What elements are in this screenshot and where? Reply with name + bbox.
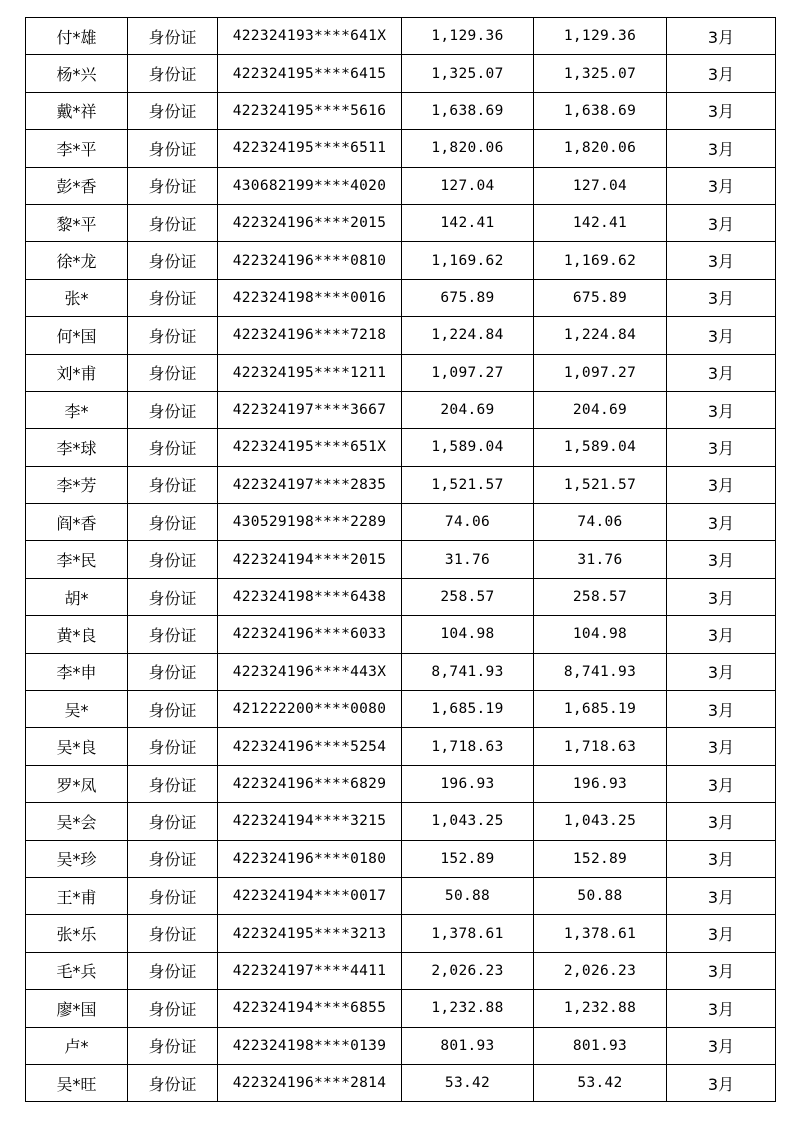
id-type-cell: 身份证 — [128, 1064, 218, 1101]
id-type-cell: 身份证 — [128, 317, 218, 354]
amount-cell: 675.89 — [402, 279, 534, 316]
month-cell: 3月 — [667, 242, 776, 279]
table-row — [26, 541, 776, 578]
name-cell: 吴* — [26, 691, 128, 728]
name-cell: 徐*龙 — [26, 242, 128, 279]
id-number-cell: 422324194****3215 — [218, 803, 402, 840]
id-number-cell: 430529198****2289 — [218, 504, 402, 541]
month-cell: 3月 — [667, 130, 776, 167]
amount-cell: 8,741.93 — [402, 653, 534, 690]
amount-cell: 74.06 — [402, 504, 534, 541]
id-number-cell: 422324198****0139 — [218, 1027, 402, 1064]
name-cell: 黄*良 — [26, 616, 128, 653]
month-cell: 3月 — [667, 952, 776, 989]
table-row — [26, 354, 776, 391]
id-number-cell: 422324195****6415 — [218, 55, 402, 92]
amount-paid-cell: 127.04 — [534, 167, 667, 204]
id-number-cell: 422324195****3213 — [218, 915, 402, 952]
amount-paid-cell: 196.93 — [534, 765, 667, 802]
table-row — [26, 990, 776, 1027]
table-row — [26, 1027, 776, 1064]
id-type-cell: 身份证 — [128, 653, 218, 690]
table-row — [26, 915, 776, 952]
amount-cell: 1,820.06 — [402, 130, 534, 167]
amount-paid-cell: 675.89 — [534, 279, 667, 316]
amount-cell: 1,232.88 — [402, 990, 534, 1027]
id-type-cell: 身份证 — [128, 391, 218, 428]
id-type-cell: 身份证 — [128, 354, 218, 391]
name-cell: 李*申 — [26, 653, 128, 690]
amount-cell: 196.93 — [402, 765, 534, 802]
id-type-cell: 身份证 — [128, 204, 218, 241]
id-type-cell: 身份证 — [128, 728, 218, 765]
name-cell: 吴*旺 — [26, 1064, 128, 1101]
id-type-cell: 身份证 — [128, 990, 218, 1027]
amount-cell: 50.88 — [402, 877, 534, 914]
name-cell: 张* — [26, 279, 128, 316]
amount-cell: 1,378.61 — [402, 915, 534, 952]
id-number-cell: 422324197****2835 — [218, 466, 402, 503]
id-type-cell: 身份证 — [128, 616, 218, 653]
amount-paid-cell: 1,169.62 — [534, 242, 667, 279]
amount-cell: 1,638.69 — [402, 92, 534, 129]
amount-paid-cell: 1,820.06 — [534, 130, 667, 167]
month-cell: 3月 — [667, 616, 776, 653]
month-cell: 3月 — [667, 1027, 776, 1064]
table-row — [26, 130, 776, 167]
id-type-cell: 身份证 — [128, 765, 218, 802]
amount-paid-cell: 152.89 — [534, 840, 667, 877]
name-cell: 罗*凤 — [26, 765, 128, 802]
amount-paid-cell: 74.06 — [534, 504, 667, 541]
name-cell: 刘*甫 — [26, 354, 128, 391]
amount-cell: 1,589.04 — [402, 429, 534, 466]
name-cell: 李*平 — [26, 130, 128, 167]
name-cell: 彭*香 — [26, 167, 128, 204]
id-number-cell: 422324197****3667 — [218, 391, 402, 428]
amount-paid-cell: 142.41 — [534, 204, 667, 241]
id-type-cell: 身份证 — [128, 1027, 218, 1064]
amount-cell: 1,718.63 — [402, 728, 534, 765]
id-type-cell: 身份证 — [128, 429, 218, 466]
table-row — [26, 616, 776, 653]
month-cell: 3月 — [667, 541, 776, 578]
id-type-cell: 身份证 — [128, 877, 218, 914]
id-type-cell: 身份证 — [128, 55, 218, 92]
name-cell: 黎*平 — [26, 204, 128, 241]
name-cell: 胡* — [26, 578, 128, 615]
amount-paid-cell: 1,718.63 — [534, 728, 667, 765]
amount-paid-cell: 1,129.36 — [534, 18, 667, 55]
name-cell: 毛*兵 — [26, 952, 128, 989]
month-cell: 3月 — [667, 92, 776, 129]
amount-cell: 1,521.57 — [402, 466, 534, 503]
amount-paid-cell: 1,685.19 — [534, 691, 667, 728]
month-cell: 3月 — [667, 55, 776, 92]
amount-cell: 104.98 — [402, 616, 534, 653]
table-row — [26, 55, 776, 92]
id-number-cell: 421222200****0080 — [218, 691, 402, 728]
month-cell: 3月 — [667, 653, 776, 690]
table-row — [26, 204, 776, 241]
id-type-cell: 身份证 — [128, 541, 218, 578]
id-number-cell: 422324196****5254 — [218, 728, 402, 765]
id-type-cell: 身份证 — [128, 504, 218, 541]
name-cell: 卢* — [26, 1027, 128, 1064]
month-cell: 3月 — [667, 504, 776, 541]
name-cell: 张*乐 — [26, 915, 128, 952]
amount-paid-cell: 204.69 — [534, 391, 667, 428]
id-number-cell: 422324196****2814 — [218, 1064, 402, 1101]
amount-paid-cell: 258.57 — [534, 578, 667, 615]
table-row — [26, 765, 776, 802]
name-cell: 吴*良 — [26, 728, 128, 765]
table-row — [26, 466, 776, 503]
id-number-cell: 422324196****0810 — [218, 242, 402, 279]
month-cell: 3月 — [667, 765, 776, 802]
id-type-cell: 身份证 — [128, 242, 218, 279]
id-number-cell: 422324195****651X — [218, 429, 402, 466]
month-cell: 3月 — [667, 317, 776, 354]
table-row — [26, 242, 776, 279]
id-number-cell: 422324196****2015 — [218, 204, 402, 241]
table-row — [26, 1064, 776, 1101]
payment-table — [25, 17, 776, 1102]
id-number-cell: 422324198****0016 — [218, 279, 402, 316]
name-cell: 杨*兴 — [26, 55, 128, 92]
id-number-cell: 422324197****4411 — [218, 952, 402, 989]
month-cell: 3月 — [667, 840, 776, 877]
amount-paid-cell: 104.98 — [534, 616, 667, 653]
amount-paid-cell: 1,232.88 — [534, 990, 667, 1027]
id-number-cell: 422324195****5616 — [218, 92, 402, 129]
table-row — [26, 167, 776, 204]
table-row — [26, 728, 776, 765]
id-type-cell: 身份证 — [128, 466, 218, 503]
amount-cell: 1,097.27 — [402, 354, 534, 391]
name-cell: 阎*香 — [26, 504, 128, 541]
table-row — [26, 391, 776, 428]
amount-paid-cell: 2,026.23 — [534, 952, 667, 989]
amount-cell: 1,043.25 — [402, 803, 534, 840]
id-number-cell: 422324196****6829 — [218, 765, 402, 802]
amount-cell: 1,169.62 — [402, 242, 534, 279]
id-type-cell: 身份证 — [128, 130, 218, 167]
amount-paid-cell: 31.76 — [534, 541, 667, 578]
id-number-cell: 422324195****1211 — [218, 354, 402, 391]
amount-cell: 801.93 — [402, 1027, 534, 1064]
amount-paid-cell: 1,521.57 — [534, 466, 667, 503]
month-cell: 3月 — [667, 915, 776, 952]
month-cell: 3月 — [667, 391, 776, 428]
id-type-cell: 身份证 — [128, 279, 218, 316]
amount-paid-cell: 1,043.25 — [534, 803, 667, 840]
name-cell: 李* — [26, 391, 128, 428]
month-cell: 3月 — [667, 279, 776, 316]
name-cell: 李*球 — [26, 429, 128, 466]
id-type-cell: 身份证 — [128, 578, 218, 615]
table-row — [26, 653, 776, 690]
amount-paid-cell: 50.88 — [534, 877, 667, 914]
amount-cell: 1,685.19 — [402, 691, 534, 728]
payment-table-body — [26, 18, 776, 1102]
table-row — [26, 691, 776, 728]
table-row — [26, 429, 776, 466]
id-number-cell: 422324196****6033 — [218, 616, 402, 653]
amount-paid-cell: 1,097.27 — [534, 354, 667, 391]
id-number-cell: 422324196****0180 — [218, 840, 402, 877]
id-number-cell: 422324198****6438 — [218, 578, 402, 615]
amount-cell: 152.89 — [402, 840, 534, 877]
amount-cell: 127.04 — [402, 167, 534, 204]
amount-paid-cell: 8,741.93 — [534, 653, 667, 690]
id-type-cell: 身份证 — [128, 803, 218, 840]
id-type-cell: 身份证 — [128, 92, 218, 129]
name-cell: 李*民 — [26, 541, 128, 578]
amount-cell: 1,224.84 — [402, 317, 534, 354]
amount-cell: 53.42 — [402, 1064, 534, 1101]
amount-cell: 31.76 — [402, 541, 534, 578]
name-cell: 何*国 — [26, 317, 128, 354]
table-row — [26, 877, 776, 914]
id-type-cell: 身份证 — [128, 915, 218, 952]
name-cell: 王*甫 — [26, 877, 128, 914]
id-number-cell: 422324194****6855 — [218, 990, 402, 1027]
name-cell: 吴*会 — [26, 803, 128, 840]
month-cell: 3月 — [667, 354, 776, 391]
name-cell: 廖*国 — [26, 990, 128, 1027]
month-cell: 3月 — [667, 204, 776, 241]
amount-paid-cell: 1,589.04 — [534, 429, 667, 466]
table-row — [26, 18, 776, 55]
id-type-cell: 身份证 — [128, 952, 218, 989]
table-row — [26, 952, 776, 989]
month-cell: 3月 — [667, 803, 776, 840]
name-cell: 戴*祥 — [26, 92, 128, 129]
month-cell: 3月 — [667, 578, 776, 615]
table-row — [26, 578, 776, 615]
amount-cell: 258.57 — [402, 578, 534, 615]
month-cell: 3月 — [667, 18, 776, 55]
amount-cell: 1,129.36 — [402, 18, 534, 55]
month-cell: 3月 — [667, 1064, 776, 1101]
amount-cell: 2,026.23 — [402, 952, 534, 989]
table-row — [26, 317, 776, 354]
month-cell: 3月 — [667, 877, 776, 914]
table-row — [26, 92, 776, 129]
month-cell: 3月 — [667, 691, 776, 728]
amount-cell: 204.69 — [402, 391, 534, 428]
name-cell: 付*雄 — [26, 18, 128, 55]
table-row — [26, 279, 776, 316]
id-number-cell: 422324196****443X — [218, 653, 402, 690]
amount-paid-cell: 1,638.69 — [534, 92, 667, 129]
id-type-cell: 身份证 — [128, 167, 218, 204]
month-cell: 3月 — [667, 429, 776, 466]
amount-paid-cell: 53.42 — [534, 1064, 667, 1101]
month-cell: 3月 — [667, 466, 776, 503]
id-number-cell: 422324194****0017 — [218, 877, 402, 914]
id-number-cell: 422324194****2015 — [218, 541, 402, 578]
month-cell: 3月 — [667, 728, 776, 765]
id-type-cell: 身份证 — [128, 18, 218, 55]
amount-paid-cell: 1,378.61 — [534, 915, 667, 952]
amount-cell: 1,325.07 — [402, 55, 534, 92]
name-cell: 吴*珍 — [26, 840, 128, 877]
amount-paid-cell: 1,325.07 — [534, 55, 667, 92]
name-cell: 李*芳 — [26, 466, 128, 503]
table-row — [26, 840, 776, 877]
id-type-cell: 身份证 — [128, 691, 218, 728]
amount-paid-cell: 801.93 — [534, 1027, 667, 1064]
table-row — [26, 504, 776, 541]
id-number-cell: 422324196****7218 — [218, 317, 402, 354]
amount-paid-cell: 1,224.84 — [534, 317, 667, 354]
amount-cell: 142.41 — [402, 204, 534, 241]
table-row — [26, 803, 776, 840]
id-number-cell: 430682199****4020 — [218, 167, 402, 204]
id-number-cell: 422324193****641X — [218, 18, 402, 55]
id-number-cell: 422324195****6511 — [218, 130, 402, 167]
month-cell: 3月 — [667, 990, 776, 1027]
month-cell: 3月 — [667, 167, 776, 204]
id-type-cell: 身份证 — [128, 840, 218, 877]
